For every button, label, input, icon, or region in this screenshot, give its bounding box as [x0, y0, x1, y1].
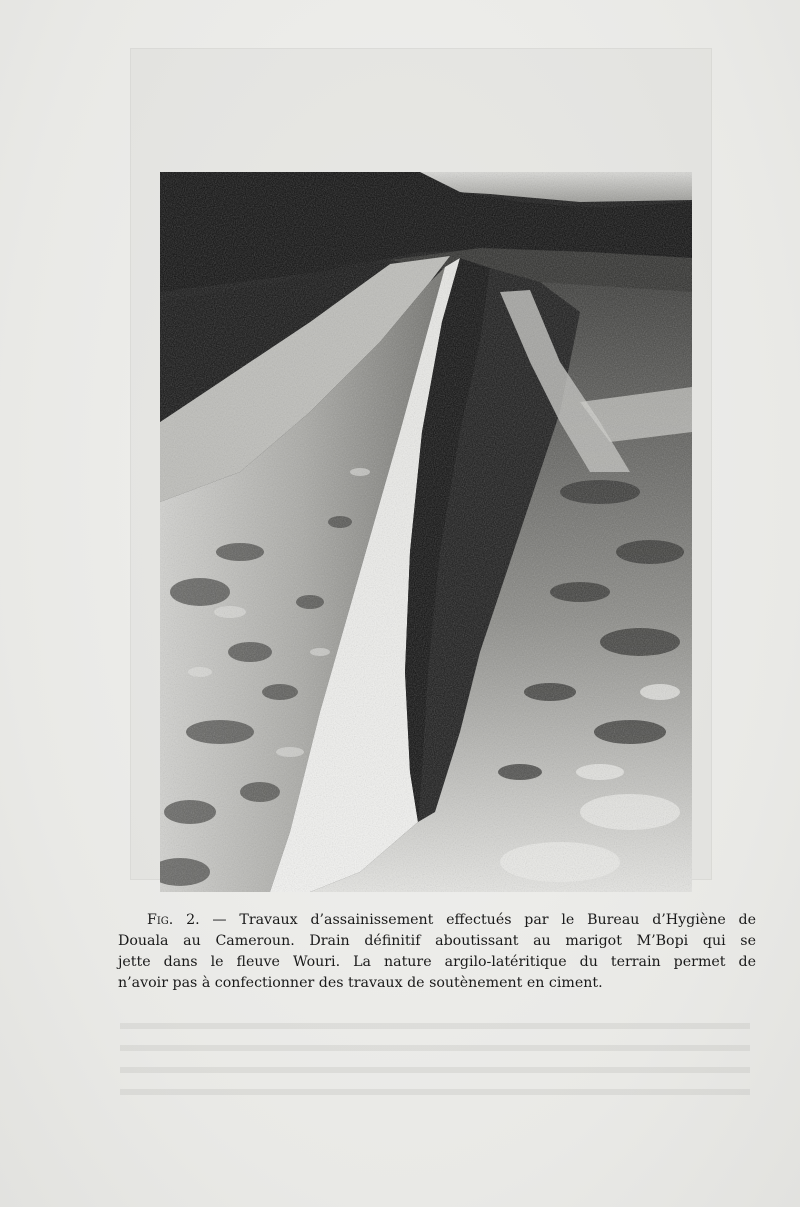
- figure-caption: [118, 910, 756, 994]
- figure-label: Fig. 2.: [147, 912, 200, 928]
- bleed-through-text: [120, 1015, 750, 1105]
- photo-drainage-trench-icon: [160, 172, 692, 892]
- figure-photo: [160, 172, 692, 892]
- caption-line-1: [118, 910, 756, 931]
- caption-text-1: — Travaux d’assainissement effectués par le Bureau d’Hygiène de: [212, 912, 756, 928]
- caption-line-2: Douala au Cameroun. Drain définitif aboutissant au marigot M’Bopi qui se: [118, 933, 756, 949]
- caption-line-4: n’avoir pas à confectionner des travaux de soutènement en ciment.: [118, 975, 603, 991]
- caption-line-3: jette dans le fleuve Wouri. La nature argilo-latéritique du terrain permet de: [118, 954, 756, 970]
